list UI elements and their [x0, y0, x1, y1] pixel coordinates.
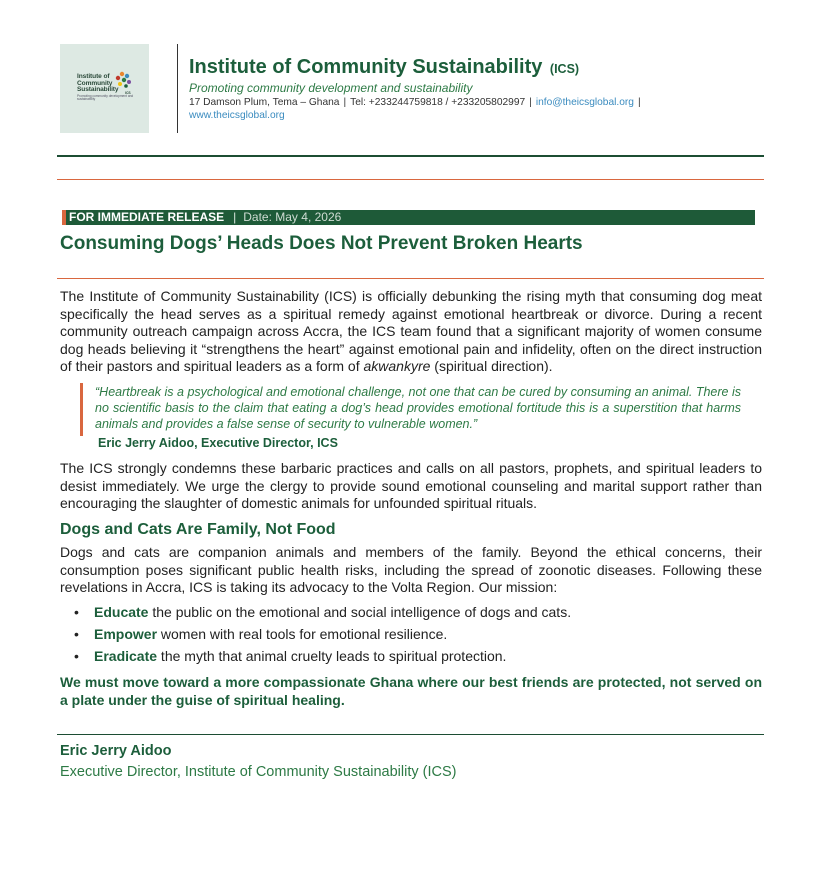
intro-paragraph: The Institute of Community Sustainability (ICS) is officially debunking the rising myth that consuming dog meat specifically the head serves as a spiritual remedy against emotional heartbreak or divorce. During a recent community outreach campaign across Accra, the ICS team found that a significant majority of women consume dog heads believing it “strengthens the heart” against emotional pain and infidelity, often on the direct instruction of their pastors and spiritual leaders as a form of akwankyre (spiritual direction).: [60, 288, 762, 374]
header-divider: [177, 44, 178, 133]
signature-rule: [57, 734, 764, 735]
ics-logo: [60, 44, 149, 133]
email-link[interactable]: info@theicsglobal.org: [535, 97, 634, 108]
mission-list: [60, 603, 760, 669]
closing-statement: We must move toward a more compassionate Ghana where our best friends are protected, not served on a plate under the guise of spiritual healing.: [60, 674, 762, 708]
quote-bar: [80, 383, 83, 436]
website-link[interactable]: www.theicsglobal.org: [189, 110, 285, 121]
bullet-icon: •: [74, 626, 79, 642]
address: 17 Damson Plum, Tema – Ghana: [189, 97, 340, 108]
org-abbr: (ICS): [549, 62, 580, 76]
section-heading: Dogs and Cats Are Family, Not Food: [60, 521, 336, 538]
logo-tagline: Promoting community development and sustainability: [77, 94, 134, 102]
signature-title: Executive Director, Institute of Community Sustainability (ICS): [60, 764, 457, 780]
header-rule: [57, 155, 764, 157]
logo-wordmark: Institute of Community Sustainability: [77, 73, 119, 94]
bullet-icon: •: [74, 604, 79, 620]
list-item: • Educate the public on the emotional and social intelligence of dogs and cats.: [74, 604, 572, 620]
org-name: Institute of Community Sustainability (ICS): [189, 56, 580, 78]
release-date: Date: May 4, 2026: [243, 210, 342, 224]
contact-line: 17 Damson Plum, Tema – Ghana | Tel: +233244759818 / +233205802997 | info@theicsglobal.org | www.theicsglobal.org: [189, 97, 641, 121]
logo-abbr: ICS: [125, 91, 131, 95]
signature-name: Eric Jerry Aidoo: [60, 743, 172, 759]
headline-rule: [57, 278, 764, 279]
pull-quote: “Heartbreak is a psychological and emotional challenge, not one that can be cured by consuming an animal. There is no scientific basis to the claim that eating a dog’s head provides emotional fortitude this is a superstition that harms animals and provides a false sense of security to vulnerable women.”: [95, 385, 741, 431]
release-bar: FOR IMMEDIATE RELEASE | Date: May 4, 2026: [62, 210, 755, 225]
org-tagline: Promoting community development and sustainability: [189, 81, 473, 95]
family-paragraph: Dogs and cats are companion animals and members of the family. Beyond the ethical concerns, their consumption poses significant public health risks, including the spread of zoonotic diseases. Following these revelations in Accra, ICS is taking its advocacy to the Volta Region. Our mission:: [60, 544, 762, 595]
phone: Tel: +233244759818 / +233205802997: [350, 97, 526, 108]
bullet-icon: •: [74, 648, 79, 664]
list-item: • Eradicate the myth that animal cruelty leads to spiritual protection.: [74, 648, 507, 664]
quote-attribution: Eric Jerry Aidoo, Executive Director, ICS: [98, 436, 338, 450]
condemn-paragraph: The ICS strongly condemns these barbaric practices and calls on all pastors, prophets, and spiritual leaders to desist immediately. We urge the clergy to provide sound emotional counseling and marital support rather than encouraging the slaughter of domestic animals for unfounded spiritual rituals.: [60, 460, 762, 511]
list-item: • Empower women with real tools for emotional resilience.: [74, 626, 448, 642]
headline: Consuming Dogs’ Heads Does Not Prevent Broken Hearts: [60, 233, 583, 254]
akwankyre-term: akwankyre: [363, 358, 431, 374]
release-label: FOR IMMEDIATE RELEASE: [69, 210, 225, 224]
accent-rule: [57, 179, 764, 180]
